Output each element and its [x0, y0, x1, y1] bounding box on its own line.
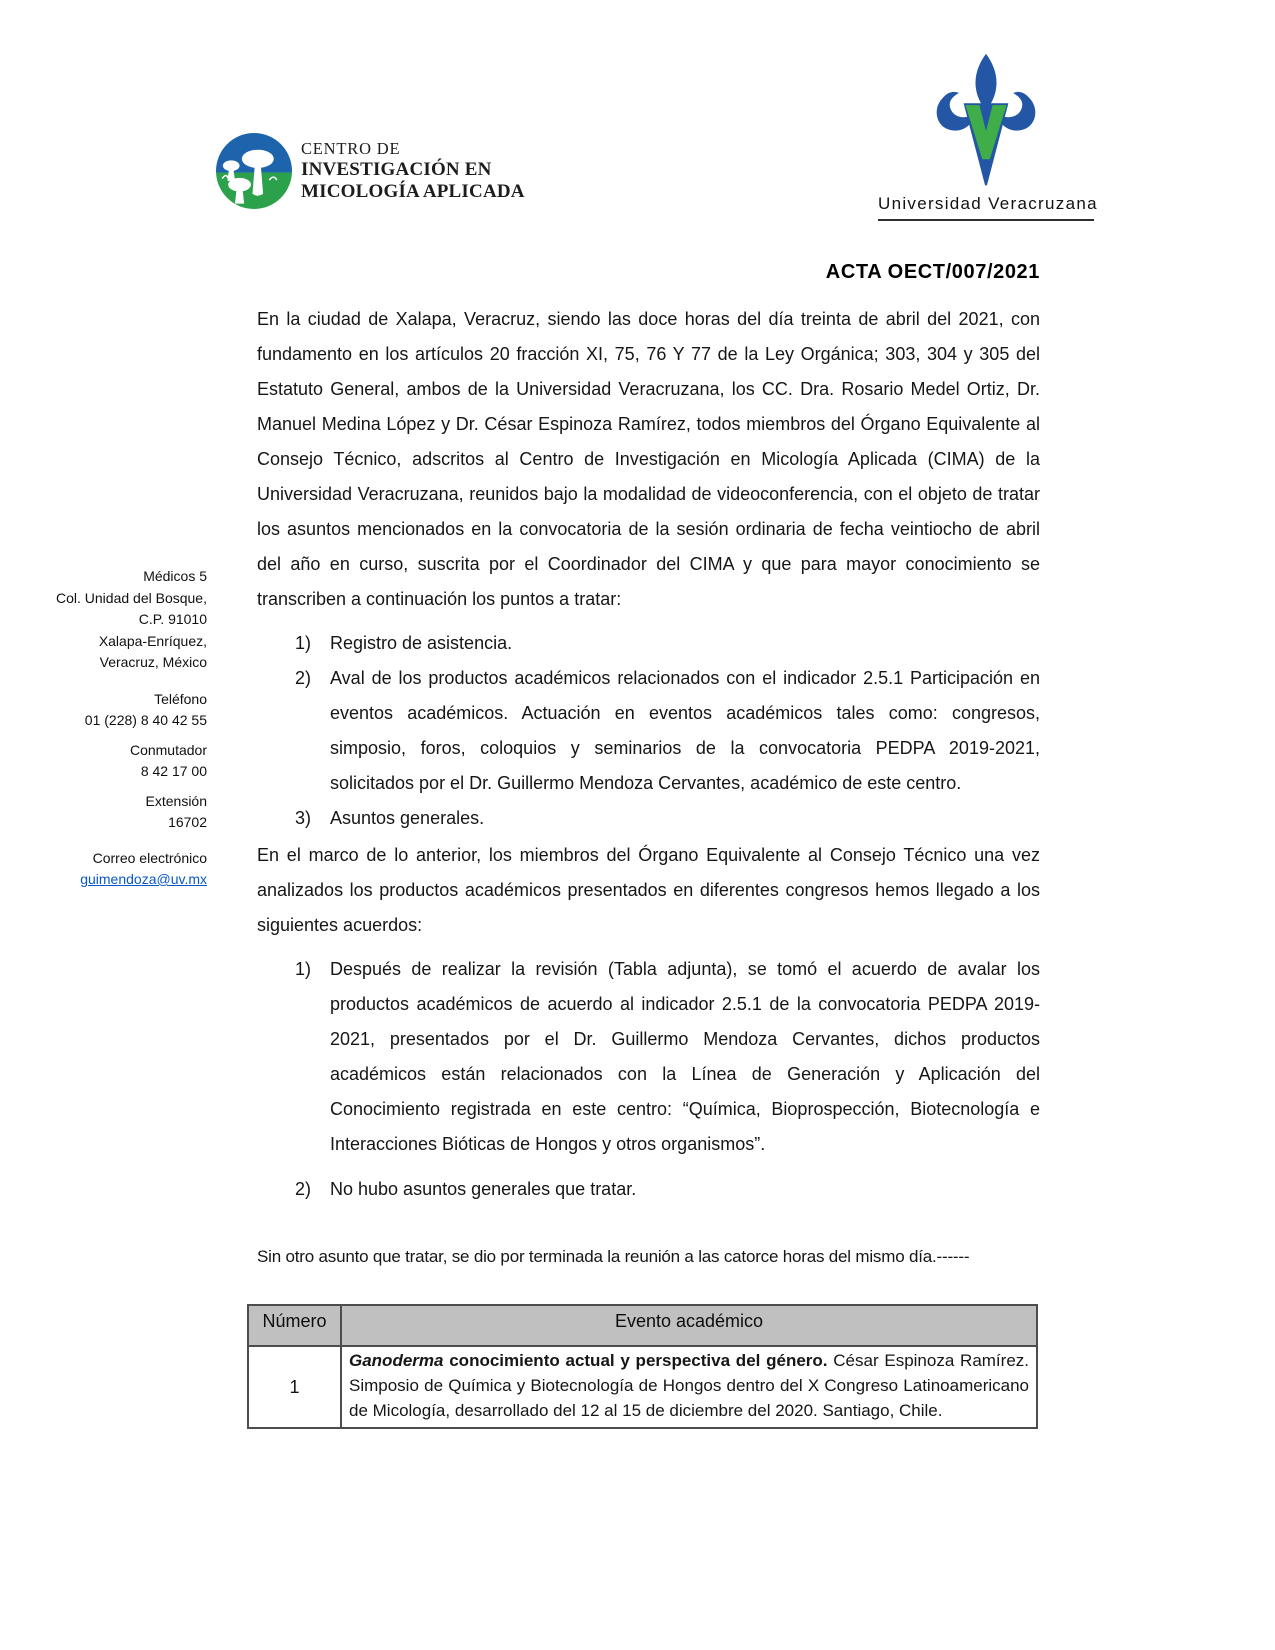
phone-number: 01 (228) 8 40 42 55	[84, 712, 207, 728]
phone-label: Teléfono	[154, 690, 207, 707]
cima-logo	[216, 133, 525, 209]
list-text: Después de realizar la revisión (Tabla adjunta), se tomó el acuerdo de avalar los productos académicos de acuerdo al indicador 2.5.1 de la convocatoria PEDPA 2019-2021, presentados por el Dr. Guillermo Mendoza Cervantes, dichos productos académicos están relacionados con la Línea de Generación y Aplicación del Conocimiento registrada en este centro: “Química, Bioprospección, Biotecnología e Interacciones Bióticas de Hongos y otros organismos”.	[330, 959, 1040, 1154]
cima-wordmark-line3: MICOLOGÍA APLICADA	[301, 180, 525, 202]
list-number: 2)	[295, 668, 312, 688]
list-text: Registro de asistencia.	[330, 633, 513, 653]
list-number: 3)	[295, 808, 312, 828]
list-number: 2)	[295, 1179, 312, 1199]
agenda-list	[257, 626, 1040, 836]
context-paragraph: En el marco de lo anterior, los miembros del Órgano Equivalente al Consejo Técnico una vez analizados los productos académicos presentados en diferentes congresos hemos llegado a los siguientes acuerdos:	[257, 845, 1040, 935]
acta-title: ACTA OECT/007/2021	[825, 261, 1040, 283]
address-line: Xalapa-Enríquez,	[98, 632, 207, 649]
cima-wordmark	[301, 139, 525, 202]
event-title: conocimiento actual y perspectiva del género.	[443, 1351, 834, 1370]
switchboard-label: Conmutador	[129, 741, 207, 758]
phone-block	[37, 689, 207, 732]
uv-fleur-icon	[930, 50, 1042, 192]
agenda-item-3	[257, 801, 1040, 836]
agreement-item-1	[257, 952, 1040, 1162]
acta-body	[257, 302, 1040, 1429]
list-number: 1)	[295, 959, 312, 979]
extension-number: 16702	[168, 814, 207, 830]
email-block	[37, 848, 207, 891]
list-text: Asuntos generales.	[330, 808, 485, 828]
event-details: César Espinoza Ramírez. Simposio de Química y Biotecnología de Hongos dentro del X Congreso Latinoamericano de Micología, desarrollado del 12 al 15 de diciembre del 2020. Santiago, Chile.	[349, 1351, 1029, 1420]
event-number-cell: 1	[248, 1346, 341, 1428]
switchboard-number: 8 42 17 00	[140, 763, 207, 779]
event-description-cell	[341, 1346, 1037, 1428]
agreements-list	[257, 952, 1040, 1207]
email-link[interactable]: guimendoza@uv.mx	[80, 871, 207, 887]
events-table	[247, 1304, 1038, 1429]
agenda-item-2	[257, 661, 1040, 801]
address-block	[37, 566, 207, 674]
extension-block	[37, 791, 207, 834]
list-number: 1)	[295, 633, 312, 653]
address-line: Médicos 5	[143, 568, 207, 584]
address-line: Col. Unidad del Bosque,	[56, 589, 207, 606]
agenda-item-1	[257, 626, 1040, 661]
list-text: No hubo asuntos generales que tratar.	[330, 1179, 637, 1199]
cima-wordmark-line2: INVESTIGACIÓN EN	[301, 158, 492, 180]
closing-paragraph: Sin otro asunto que tratar, se dio por terminada la reunión a las catorce horas del mismo día.------	[257, 1247, 970, 1266]
table-header-numero: Número	[248, 1305, 341, 1346]
switchboard-block	[37, 740, 207, 783]
contact-sidebar	[37, 566, 207, 904]
event-row	[248, 1346, 1037, 1428]
cima-mushroom-icon	[216, 133, 292, 209]
agreement-item-2	[257, 1172, 1040, 1207]
table-header-row	[248, 1305, 1037, 1346]
event-title-genus: Ganoderma	[349, 1351, 444, 1370]
address-line: C.P. 91010	[138, 611, 207, 627]
extension-label: Extensión	[145, 792, 207, 809]
cima-wordmark-line1: CENTRO DE	[301, 139, 401, 159]
table-header-evento: Evento académico	[341, 1305, 1037, 1346]
email-label: Correo electrónico	[92, 849, 207, 866]
opening-paragraph: En la ciudad de Xalapa, Veracruz, siendo las doce horas del día treinta de abril del 2021, con fundamento en los artículos 20 fracción XI, 75, 76 Y 77 de la Ley Orgánica; 303, 304 y 305 del Estatuto General, ambos de la Universidad Veracruzana, los CC. Dra. Rosario Medel Ortiz, Dr. Manuel Medina López y Dr. César Espinoza Ramírez, todos miembros del Órgano Equivalente al Consejo Técnico, adscritos al Centro de Investigación en Micología Aplicada (CIMA) de la Universidad Veracruzana, reunidos bajo la modalidad de videoconferencia, con el objeto de tratar los asuntos mencionados en la convocatoria de la sesión ordinaria de fecha veintiocho de abril del año en curso, suscrita por el Coordinador del CIMA y que para mayor conocimiento se transcriben a continuación los puntos a tratar:	[257, 309, 1040, 609]
uv-caption: Universidad Veracruzana	[878, 194, 1094, 221]
address-line: Veracruz, México	[99, 654, 207, 670]
list-text: Aval de los productos académicos relacionados con el indicador 2.5.1 Participación en eventos académicos. Actuación en eventos académicos tales como: congresos, simposio, foros, coloquios y seminarios de la convocatoria PEDPA 2019-2021, solicitados por el Dr. Guillermo Mendoza Cervantes, académico de este centro.	[330, 668, 1040, 793]
uv-logo	[878, 50, 1098, 221]
